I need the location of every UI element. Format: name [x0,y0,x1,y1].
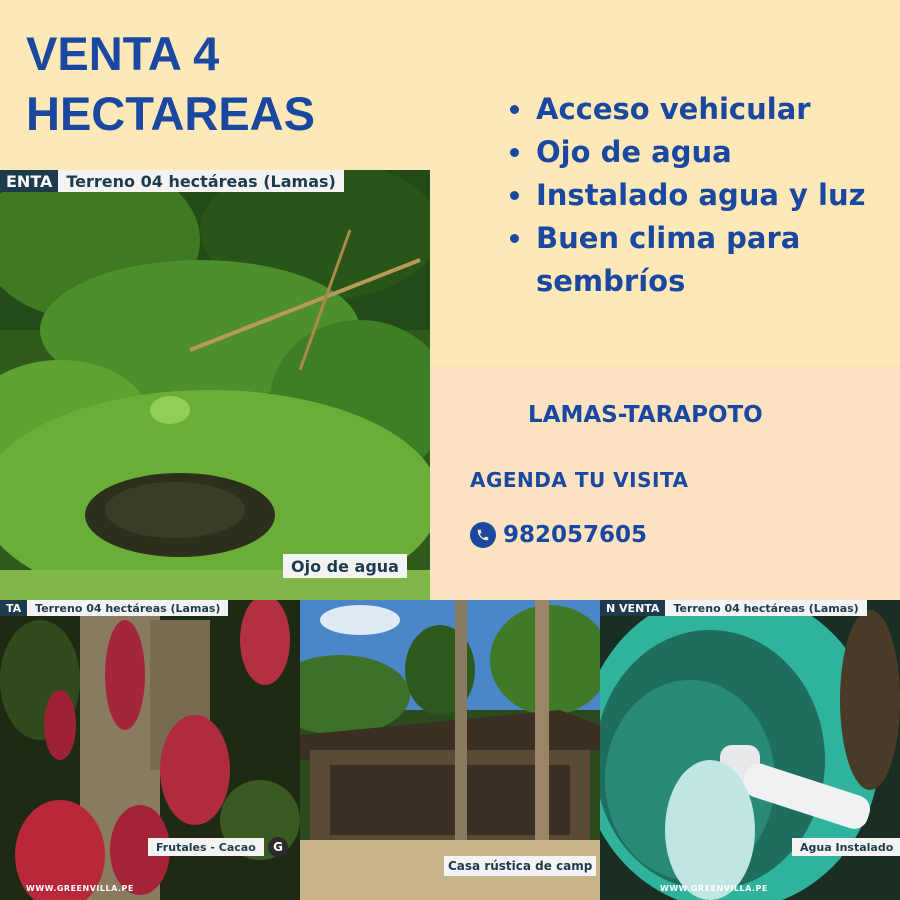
phone-icon [470,522,496,548]
feature-item: Acceso vehicular [508,88,888,131]
water-photo [600,600,900,900]
phone-number: 982057605 [503,522,648,548]
house-photo [300,600,600,900]
water-caption: Agua Instalado [792,838,900,856]
location-label: LAMAS-TARAPOTO [528,402,763,428]
greenvilla-logo-icon: G [268,837,288,857]
pond-caption: Ojo de agua [283,554,407,578]
headline-line-1: VENTA 4 [26,27,220,80]
terrain-tag-label: Terreno 04 hectáreas (Lamas) [27,600,228,616]
feature-item: Instalado agua y luz [508,174,888,217]
house-image [300,600,600,900]
feature-item: Buen clima para sembríos [508,217,888,303]
cacao-photo [0,600,300,900]
terrain-tag-label: Terreno 04 hectáreas (Lamas) [665,600,866,616]
feature-list [508,88,888,303]
pond-image [0,170,430,600]
phone-row[interactable] [470,522,647,548]
schedule-visit-label: AGENDA TU VISITA [470,468,689,492]
cacao-caption: Frutales - Cacao [148,838,264,856]
sale-tag-label: ENTA [0,170,58,192]
cacao-watermark: WWW.GREENVILLA.PE [26,884,134,893]
headline-line-2: HECTAREAS [26,87,315,140]
sale-tag-label: TA [0,600,27,616]
house-caption: Casa rústica de camp [444,856,596,876]
water-sale-tag [600,600,867,616]
headline [26,24,315,144]
pond-photo [0,170,430,600]
terrain-tag-label: Terreno 04 hectáreas (Lamas) [58,170,343,192]
feature-item: Ojo de agua [508,131,888,174]
pond-sale-tag [0,170,344,192]
sale-tag-label: N VENTA [600,600,665,616]
water-watermark: WWW.GREENVILLA.PE [660,884,768,893]
cacao-sale-tag [0,600,228,616]
